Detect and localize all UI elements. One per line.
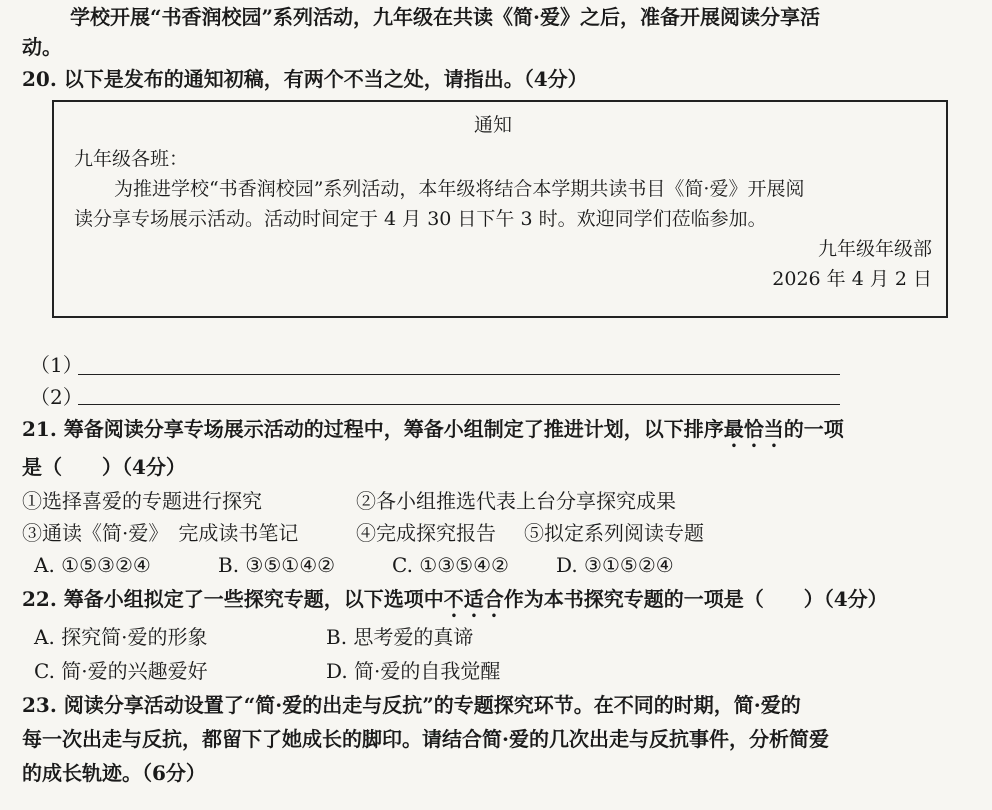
q20-answer-line-1[interactable]: [78, 374, 840, 375]
notice-body-line-1: 为推进学校“书香润校园”系列活动，本年级将结合本学期共读书目《简·爱》开展阅: [114, 178, 805, 200]
q22-option-d[interactable]: D. 简·爱的自我觉醒: [326, 659, 501, 683]
q22-stem-emphasis: 不适合: [443, 587, 504, 611]
intro-line-2: 动。: [22, 35, 62, 59]
notice-body-line-2: 读分享专场展示活动。活动时间定于 4 月 30 日下午 3 时。欢迎同学们莅临参加。: [74, 208, 767, 230]
q21-stem-line-1: [22, 416, 844, 452]
q21-option-a[interactable]: A. ①⑤③②④: [34, 553, 151, 577]
q22-option-b[interactable]: B. 思考爱的真谛: [326, 625, 474, 649]
q23-line-1: 23. 阅读分享活动设置了“简·爱的出走与反抗”的专题探究环节。在不同的时期，简·爱的: [22, 693, 801, 717]
notice-signature: 九年级年级部: [817, 238, 932, 260]
q23-line-2: 每一次出走与反抗，都留下了她成长的脚印。请结合简·爱的几次出走与反抗事件，分析简爱: [22, 727, 829, 751]
q21-item-2: ②各小组推选代表上台分享探究成果: [356, 489, 676, 513]
q20-answer-line-2[interactable]: [78, 404, 840, 405]
q21-item-1: ①选择喜爱的专题进行探究: [22, 489, 262, 513]
q21-stem-part-c: 的一项: [783, 417, 844, 441]
q22-stem-part-c: 作为本书探究专题的一项是（ ）（4分）: [503, 587, 888, 611]
q21-item-5: ⑤拟定系列阅读专题: [524, 521, 704, 545]
q23-line-3: 的成长轨迹。（6分）: [22, 761, 206, 785]
q20-stem: 20. 以下是发布的通知初稿，有两个不当之处，请指出。（4分）: [22, 67, 588, 91]
q21-option-d[interactable]: D. ③①⑤②④: [556, 553, 674, 577]
q20-blank-1-label: （1）: [30, 353, 83, 377]
q20-blank-2-label: （2）: [30, 385, 83, 409]
q22-option-c[interactable]: C. 简·爱的兴趣爱好: [34, 659, 208, 683]
q21-item-3: ③通读《简·爱》 完成读书笔记: [22, 521, 299, 545]
intro-line-1: 学校开展“书香润校园”系列活动，九年级在共读《简·爱》之后，准备开展阅读分享活: [70, 5, 820, 29]
q21-option-b[interactable]: B. ③⑤①④②: [218, 553, 336, 577]
notice-box: [52, 100, 948, 318]
notice-salutation: 九年级各班：: [74, 148, 189, 170]
q21-item-4: ④完成探究报告: [356, 521, 496, 545]
q21-stem-part-a: 21. 筹备阅读分享专场展示活动的过程中，筹备小组制定了推进计划，以下排序: [22, 417, 724, 441]
notice-date: 2026 年 4 月 2 日: [772, 268, 932, 290]
q21-option-c[interactable]: C. ①③⑤④②: [392, 553, 509, 577]
q22-stem-part-a: 22. 筹备小组拟定了一些探究专题，以下选项中: [22, 587, 444, 611]
notice-title: 通知: [474, 114, 513, 136]
q21-stem-emphasis: 最恰当: [723, 417, 784, 441]
q21-stem-line-2: 是（ ）（4分）: [22, 455, 186, 479]
q22-option-a[interactable]: A. 探究简·爱的形象: [34, 625, 208, 649]
q22-stem: [22, 586, 888, 622]
